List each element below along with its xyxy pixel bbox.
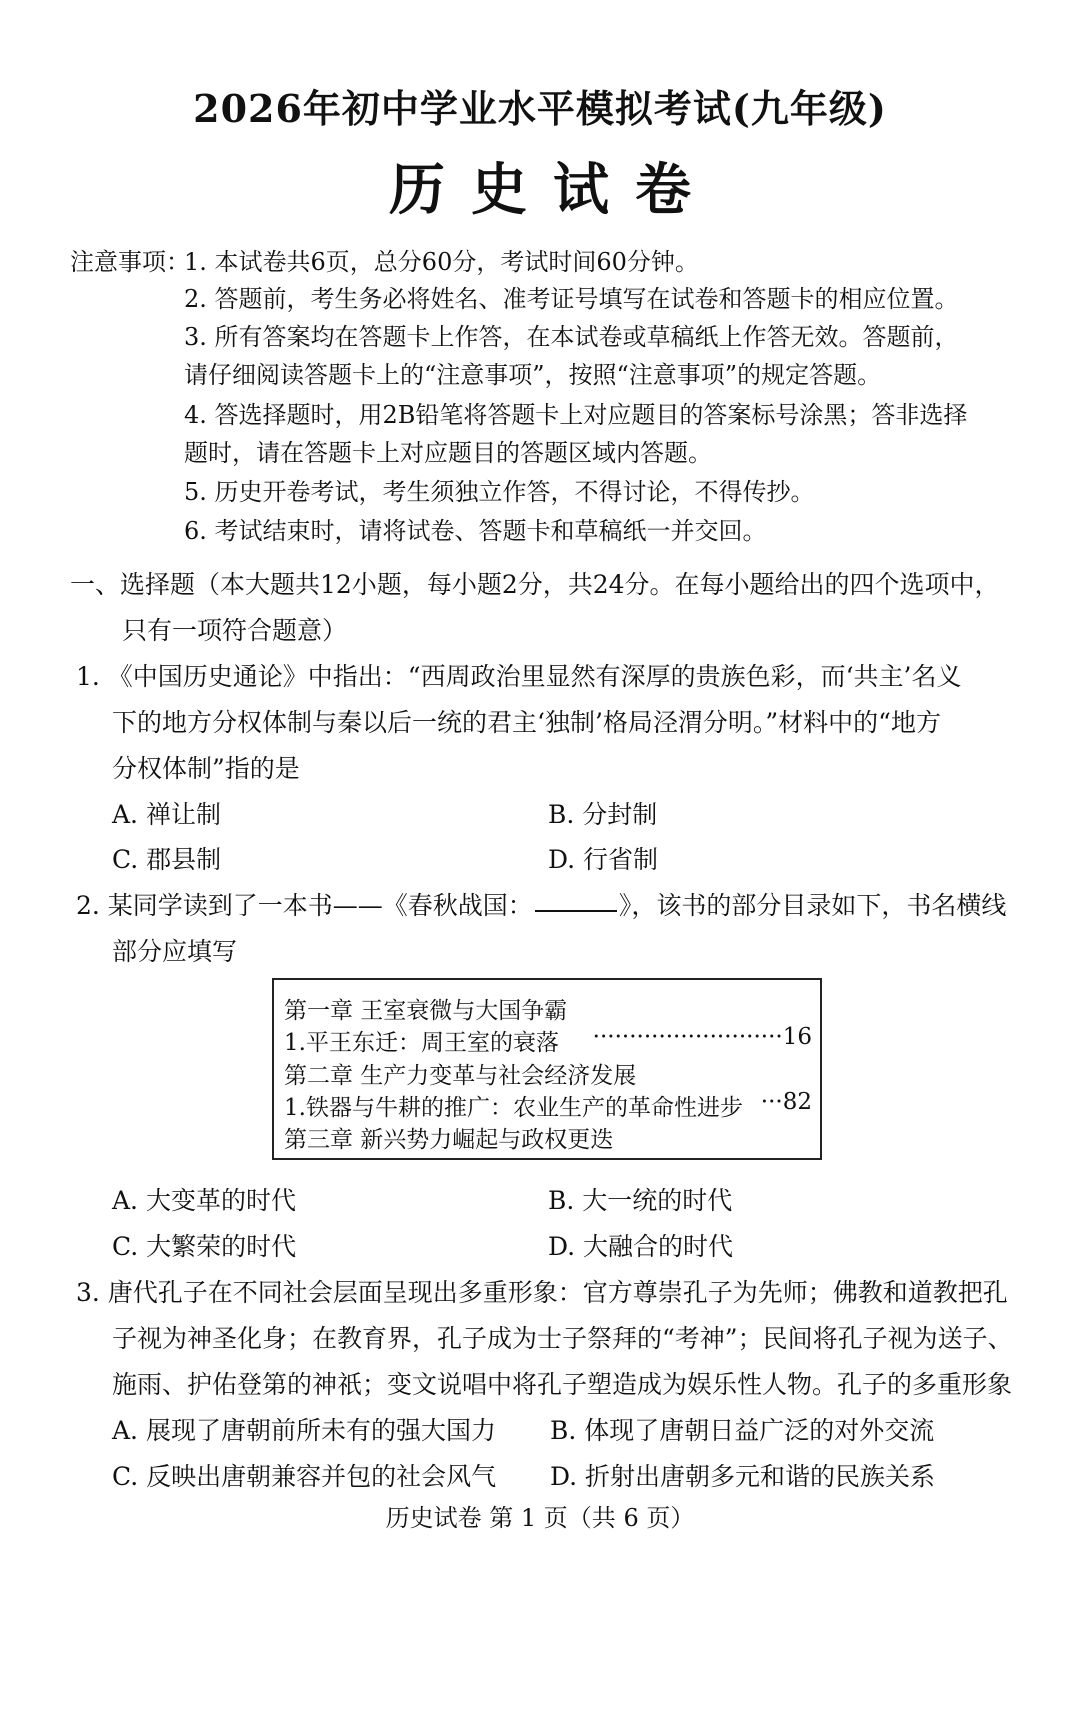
q2-stem: 部分应填写: [112, 937, 238, 966]
q2-stem-before: 2. 某同学读到了一本书——《春秋战国：: [76, 891, 533, 920]
q3-stem: 3. 唐代孔子在不同社会层面呈现出多重形象：官方尊崇孔子为先师；佛教和道教把孔: [76, 1278, 1008, 1307]
section-heading-cont: 只有一项符合题意）: [122, 616, 348, 645]
table-of-contents: [272, 978, 822, 1160]
toc-chapter: 第一章 王室衰微与大国争霸: [284, 998, 568, 1024]
toc-entry-page: ··························16: [592, 1024, 812, 1050]
notice-item: 题时，请在答题卡上对应题目的答题区域内答题。: [184, 439, 712, 467]
q1-stem: 分权体制”指的是: [112, 754, 300, 783]
section-heading: 一、选择题（本大题共12小题，每小题2分，共24分。在每小题给出的四个选项中，: [70, 570, 1000, 599]
q1-stem: 下的地方分权体制与秦以后一统的君主‘独制’格局泾渭分明。”材料中的“地方: [112, 708, 941, 737]
notice-item: 3. 所有答案均在答题卡上作答，在本试卷或草稿纸上作答无效。答题前，: [184, 323, 959, 351]
toc-chapter: 第二章 生产力变革与社会经济发展: [284, 1063, 637, 1089]
page-footer: 历史试卷 第 1 页（共 6 页）: [385, 1504, 695, 1532]
q2-option-b: B. 大一统的时代: [548, 1186, 733, 1215]
q3-option-c: C. 反映出唐朝兼容并包的社会风气: [112, 1462, 497, 1491]
notice-item: 2. 答题前，考生务必将姓名、准考证号填写在试卷和答题卡的相应位置。: [184, 285, 959, 313]
notice-label: 注意事项：: [70, 248, 190, 276]
toc-chapter: 第三章 新兴势力崛起与政权更迭: [284, 1127, 614, 1153]
notice-item: 6. 考试结束时，请将试卷、答题卡和草稿纸一并交回。: [184, 517, 767, 545]
q1-option-a: A. 禅让制: [112, 800, 221, 829]
toc-entry-title: 1.平王东迁：周王室的衰落: [284, 1030, 559, 1056]
exam-subject: 历史试卷: [389, 157, 717, 223]
toc-entry-page: ···82: [760, 1089, 812, 1115]
q3-option-b: B. 体现了唐朝日益广泛的对外交流: [550, 1416, 935, 1445]
q2-option-a: A. 大变革的时代: [112, 1186, 296, 1215]
exam-title: 2026年初中学业水平模拟考试(九年级): [193, 86, 887, 131]
q2-option-c: C. 大繁荣的时代: [112, 1232, 297, 1261]
q1-option-c: C. 郡县制: [112, 845, 222, 874]
q2-option-d: D. 大融合的时代: [548, 1232, 734, 1261]
notice-item: 4. 答选择题时，用2B铅笔将答题卡上对应题目的答案标号涂黑；答非选择: [184, 401, 968, 429]
q3-option-a: A. 展现了唐朝前所未有的强大国力: [112, 1416, 496, 1445]
q3-stem: 子视为神圣化身；在教育界，孔子成为士子祭拜的“考神”；民间将孔子视为送子、: [112, 1324, 1013, 1353]
q3-stem: 施雨、护佑登第的神祇；变文说唱中将孔子塑造成为娱乐性人物。孔子的多重形象: [112, 1370, 1013, 1399]
toc-entry-title: 1.铁器与牛耕的推广：农业生产的革命性进步: [284, 1095, 743, 1121]
toc-entry: [284, 1089, 812, 1122]
answer-blank: [535, 910, 617, 912]
toc-entry: [284, 1024, 812, 1057]
q2-stem-after: 》，该书的部分目录如下，书名横线: [618, 891, 1007, 920]
q1-stem: 1. 《中国历史通论》中指出：“西周政治里显然有深厚的贵族色彩，而‘共主’名义: [76, 662, 962, 691]
q2-stem: [76, 886, 1006, 922]
notice-item: 5. 历史开卷考试，考生须独立作答，不得讨论，不得传抄。: [184, 478, 815, 506]
notice-item: 1. 本试卷共6页，总分60分，考试时间60分钟。: [184, 248, 699, 276]
notice-item: 请仔细阅读答题卡上的“注意事项”，按照“注意事项”的规定答题。: [184, 361, 882, 389]
q1-option-d: D. 行省制: [548, 845, 659, 874]
q3-option-d: D. 折射出唐朝多元和谐的民族关系: [550, 1462, 936, 1491]
q1-option-b: B. 分封制: [548, 800, 658, 829]
